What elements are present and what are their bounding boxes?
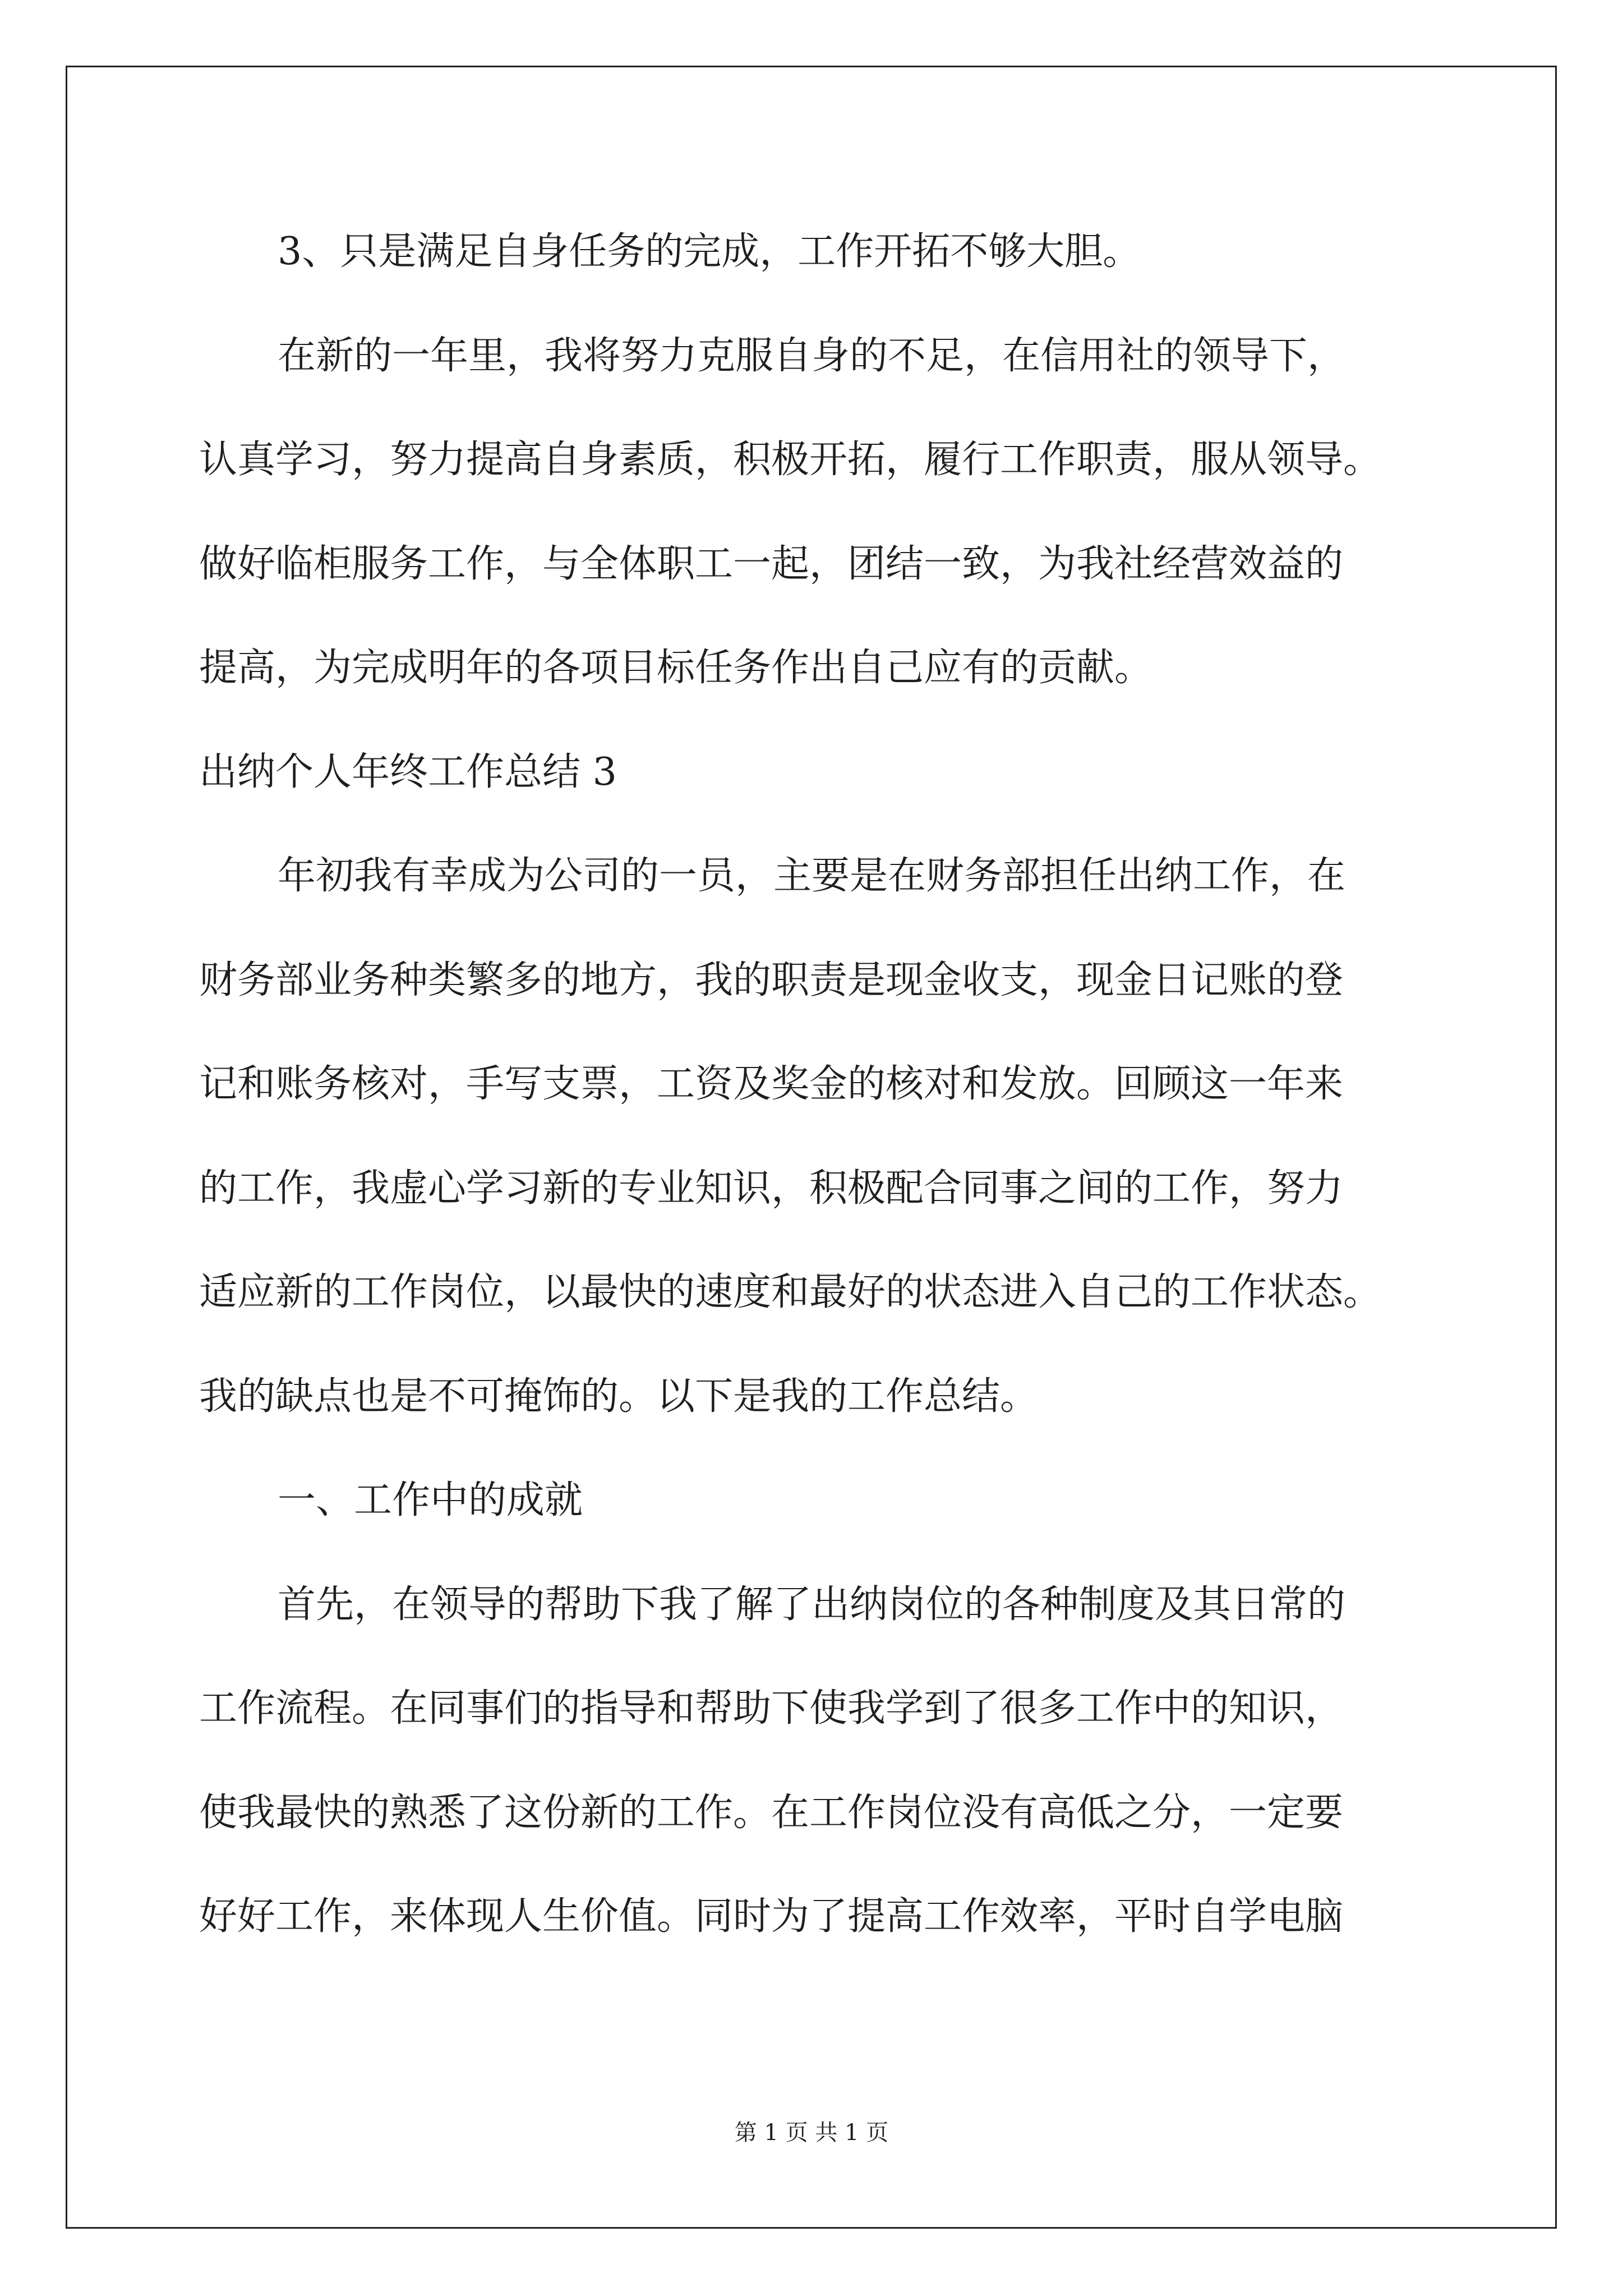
body-line: 在新的一年里，我将努力克服自身的不足，在信用社的领导下， — [278, 334, 1346, 378]
body-line: 3、只是满足自身任务的完成，工作开拓不够大胆。 — [278, 229, 1141, 274]
body-line: 好好工作，来体现人生价值。同时为了提高工作效率，平时自学电脑 — [199, 1894, 1344, 1939]
body-line: 做好临柜服务工作，与全体职工一起，团结一致，为我社经营效益的 — [199, 542, 1344, 586]
body-line: 使我最快的熟悉了这份新的工作。在工作岗位没有高低之分，一定要 — [199, 1791, 1344, 1835]
body-line: 认真学习，努力提高自身素质，积极开拓，履行工作职责，服从领导。 — [199, 438, 1382, 482]
body-line: 我的缺点也是不可掩饰的。以下是我的工作总结。 — [199, 1374, 1039, 1419]
subheading: 一、工作中的成就 — [278, 1478, 583, 1522]
section-heading: 出纳个人年终工作总结 3 — [199, 750, 617, 794]
body-line: 适应新的工作岗位，以最快的速度和最好的状态进入自己的工作状态。 — [199, 1270, 1382, 1314]
body-line: 首先，在领导的帮助下我了解了出纳岗位的各种制度及其日常的 — [278, 1582, 1346, 1627]
body-line: 财务部业务种类繁多的地方，我的职责是现金收支，现金日记账的登 — [199, 958, 1344, 1002]
body-line: 记和账务核对，手写支票，工资及奖金的核对和发放。回顾这一年来 — [199, 1062, 1344, 1106]
body-line: 工作流程。在同事们的指导和帮助下使我学到了很多工作中的知识， — [199, 1686, 1344, 1731]
body-line: 提高，为完成明年的各项目标任务作出自己应有的贡献。 — [199, 646, 1153, 690]
body-line: 的工作，我虚心学习新的专业知识，积极配合同事之间的工作，努力 — [199, 1166, 1344, 1211]
body-line: 年初我有幸成为公司的一员，主要是在财务部担任出纳工作，在 — [278, 854, 1346, 898]
page-footer: 第 1 页 共 1 页 — [734, 2120, 889, 2146]
